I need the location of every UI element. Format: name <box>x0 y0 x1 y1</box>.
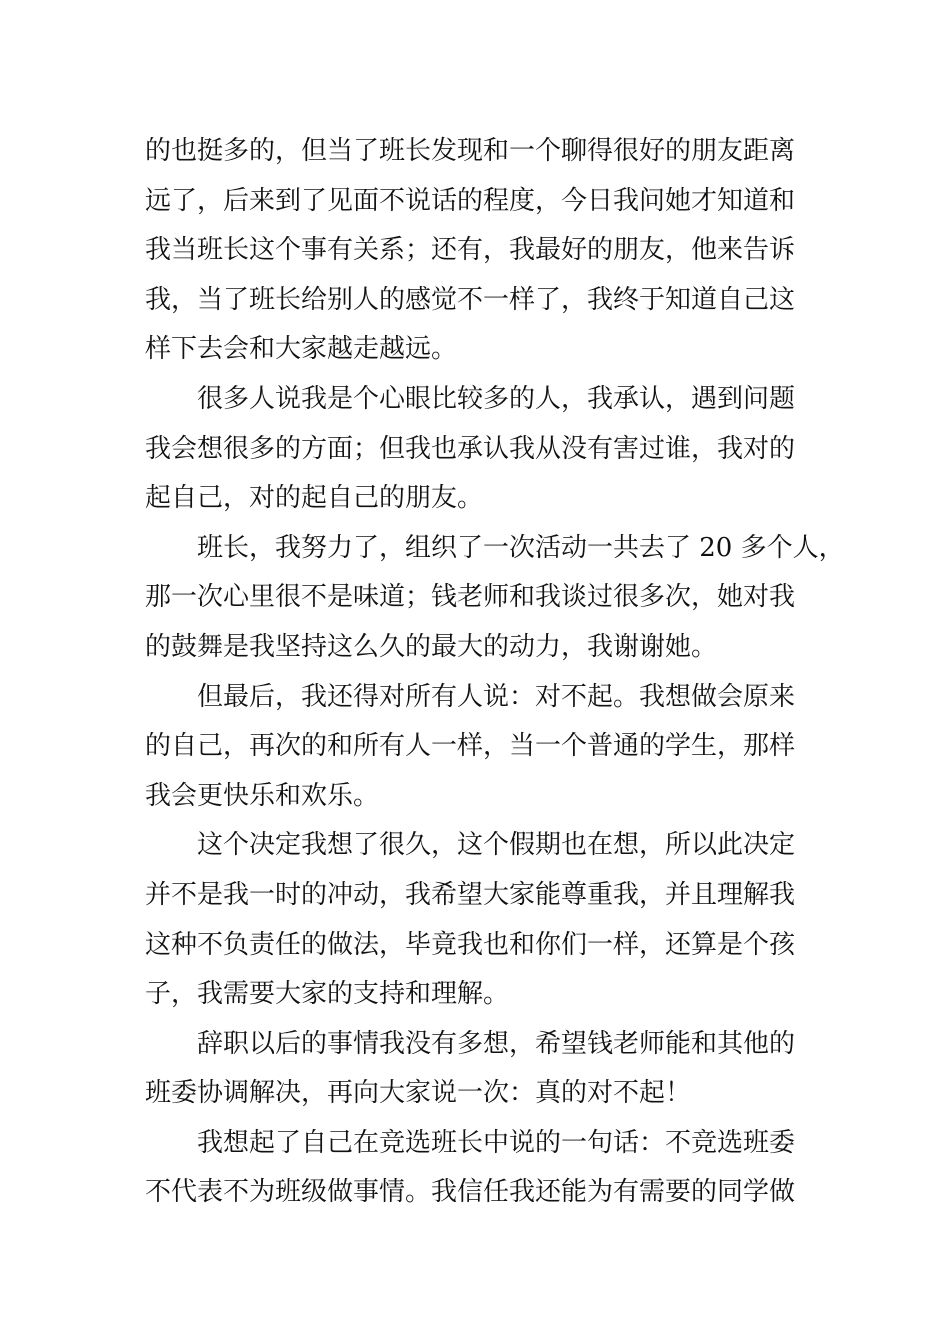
text-line: 我会更快乐和欢乐。 <box>145 780 380 811</box>
text-line: 我会想很多的方面；但我也承认我从没有害过谁，我对的 <box>145 433 796 464</box>
text-line: 很多人说我是个心眼比较多的人，我承认，遇到问题 <box>145 383 796 414</box>
text-line: 我当班长这个事有关系；还有，我最好的朋友，他来告诉 <box>145 235 796 266</box>
document-body <box>145 127 845 1218</box>
text-line: 样下去会和大家越走越远。 <box>145 334 458 365</box>
text-line: 起自己，对的起自己的朋友。 <box>145 483 484 514</box>
text-line: 的也挺多的，但当了班长发现和一个聊得很好的朋友距离 <box>145 136 796 166</box>
text-line: 不代表不为班级做事情。我信任我还能为有需要的同学做 <box>145 1177 796 1208</box>
text-line: 但最后，我还得对所有人说：对不起。我想做会原来 <box>145 681 796 712</box>
text-line: 我想起了自己在竞选班长中说的一句话：不竞选班委 <box>145 1127 796 1158</box>
text-line: 我，当了班长给别人的感觉不一样了，我终于知道自己这 <box>145 284 796 315</box>
text-line: 的自己，再次的和所有人一样，当一个普通的学生，那样 <box>145 731 796 762</box>
text-line: 远了，后来到了见面不说话的程度，今日我问她才知道和 <box>145 185 796 216</box>
text-line: 班长，我努力了，组织了一次活动一共去了 20 多个人， <box>145 532 845 563</box>
text-line: 子，我需要大家的支持和理解。 <box>145 979 510 1010</box>
text-line: 的鼓舞是我坚持这么久的最大的动力，我谢谢她。 <box>145 631 718 662</box>
text-line: 这种不负责任的做法，毕竟我也和你们一样，还算是个孩 <box>145 929 796 960</box>
text-line: 班委协调解决，再向大家说一次：真的对不起！ <box>145 1078 692 1109</box>
text-line: 辞职以后的事情我没有多想，希望钱老师能和其他的 <box>145 1028 796 1059</box>
text-line: 那一次心里很不是味道；钱老师和我谈过很多次，她对我 <box>145 582 796 613</box>
text-line: 这个决定我想了很久，这个假期也在想，所以此决定 <box>145 830 796 861</box>
text-line: 并不是我一时的冲动，我希望大家能尊重我，并且理解我 <box>145 879 796 910</box>
